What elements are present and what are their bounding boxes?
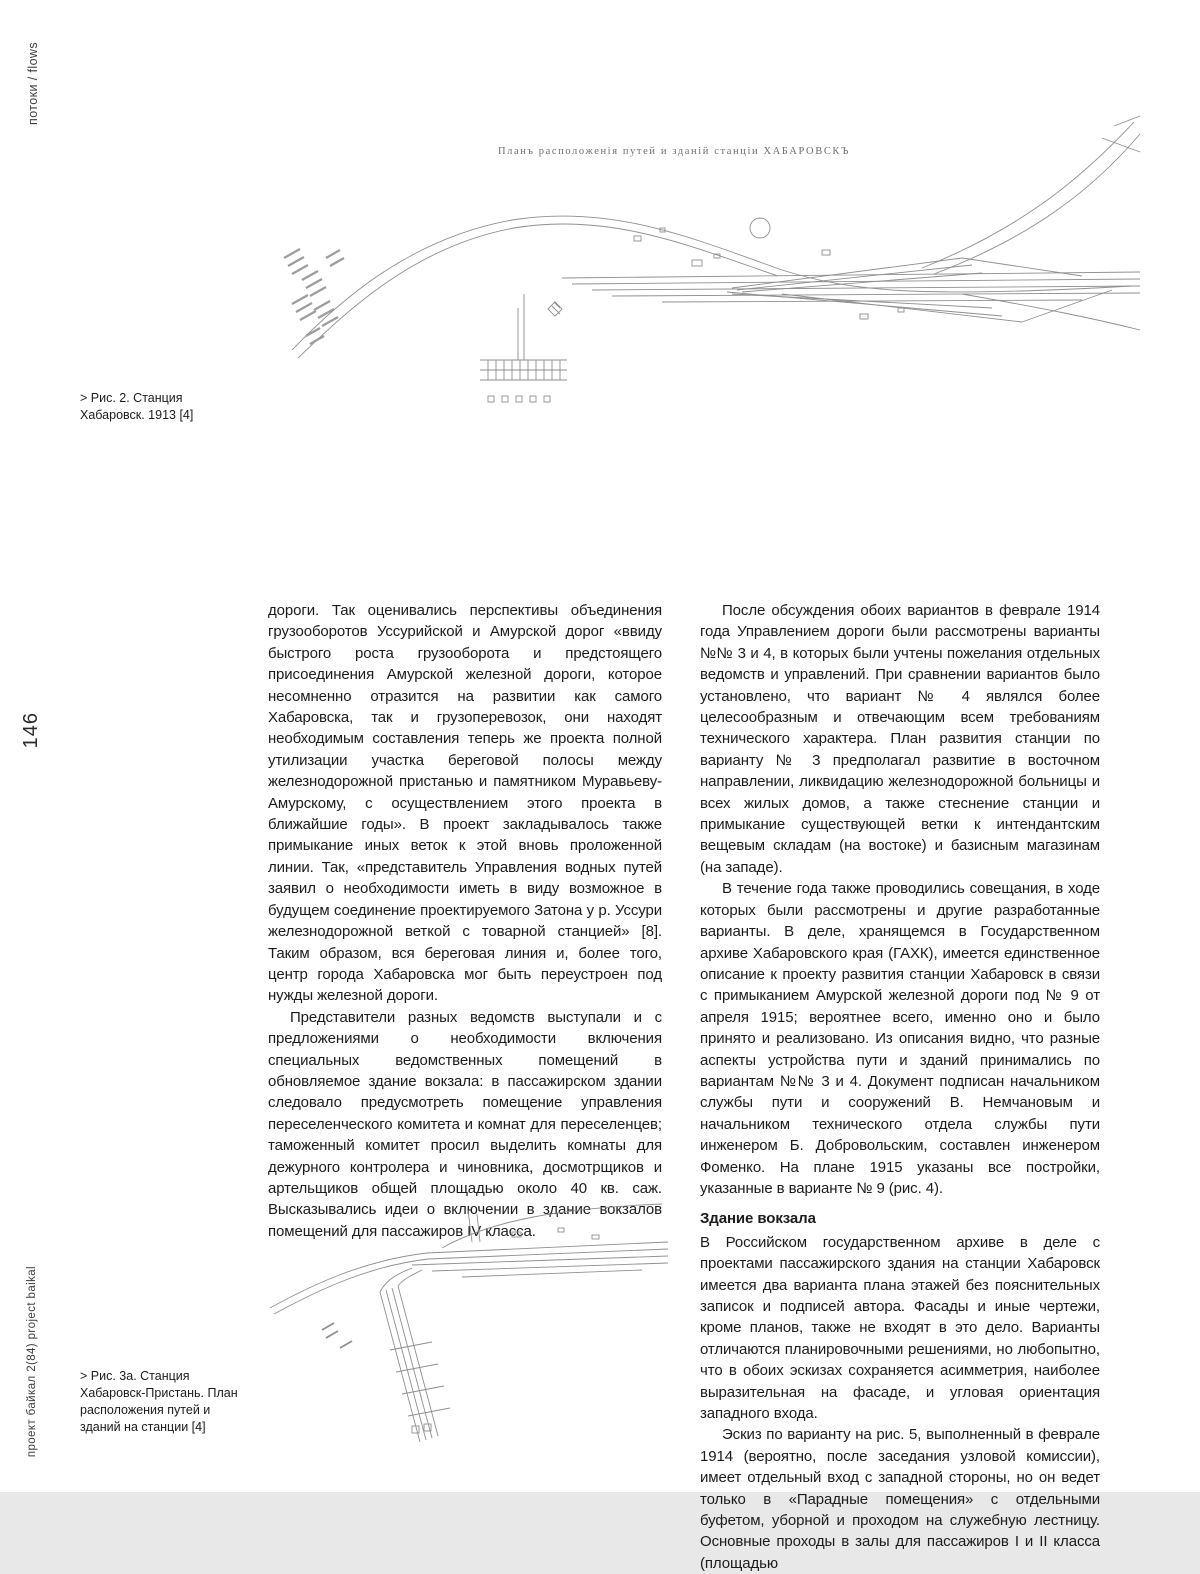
journal-footer-vertical: проект байкал 2(84) project baikal	[26, 1266, 38, 1458]
section-heading: Здание вокзала	[700, 1210, 816, 1228]
city-blocks-hatching	[284, 249, 344, 344]
body-column-left	[268, 600, 662, 1242]
body-paragraph: Эскиз по варианту на рис. 5, выполненный в феврале 1914 (вероятно, после заседания узловой комиссии), имеет отдельный вход с западной стороны, но он ведет только в «Парадные помещения» с отдельными буфетом, уборной и проходом на служебную лестницу. Основные проходы в залы для пассажиров I и II класса (площадью	[700, 1426, 1100, 1572]
station-plan-1913-svg	[262, 108, 1142, 420]
body-paragraph: В Российском государственном архиве в деле с проектами пассажирского здания на станции Хабаровск имеется два варианта плана этажей без пояснительных записок и подписей автора. Фасады и иные чертежи, кроме планов, также не входят в это дело. Варианты отличаются планировочными решениями, но любопытно, что в обоих эскизах сохраняется асимметрия, наиболее выразительная на фасаде, и угловая ориентация западного входа.	[700, 1233, 1100, 1423]
plan-drawing-title: Планъ расположенія путей и зданій станціи ХАБАРОВСКЪ	[498, 146, 851, 157]
page-number: 146	[20, 712, 42, 749]
figure-3a-caption: > Рис. 3а. Станция Хабаровск-Пристань. План расположения путей и зданий на станции [4]	[80, 1369, 238, 1434]
body-paragraph: дороги. Так оценивались перспективы объединения грузооборотов Уссурийской и Амурской дорог «ввиду быстрого роста грузооборота и предстоящего присоединения Амурской железной дороги, которое несомненно отразится на развитии как самого Хабаровска, так и грузоперевозок, они находят необходимым составления теперь же проекта полной утилизации участка береговой полосы между железнодорожной пристанью и памятником Муравьеву-Амурскому, с осуществлением этого проекта в ближайшие годы». В проект закладывалось также примыкание иных веток к этой вновь проложенной линии. Так, «представитель Управления водных путей заявил о необходимости иметь в виду возможное в будущем соединение проектируемого Затона у р. Уссури железнодорожной веткой с товарной станцией» [8]. Таким образом, вся береговая линия и, более того, центр города Хабаровска мог быть переустроен под нужды железной дороги.	[268, 602, 662, 1005]
station-plan-pristan-svg	[262, 1180, 674, 1458]
running-head-vertical: потоки / flows	[26, 42, 40, 125]
body-paragraph: Представители разных ведомств выступали и с предложениями о необходимости включения специальных ведомственных помещений в обновляемое здание вокзала: в пассажирском здании следовало предусмотреть помещение управления переселенческого комитета и комнат для переселенцев; таможенный комитет просил выделить комнаты для дежурного контролера и чиновника, досмотрщиков и артельщиков общей площадью около 40 кв. саж. Высказывались идеи о включении в здание вокзалов помещений для пассажиров IV класса.	[268, 1008, 662, 1240]
figure-2-station-plan-drawing	[262, 108, 1142, 420]
figure-3a-station-plan-drawing	[262, 1180, 674, 1458]
body-paragraph: После обсуждения обоих вариантов в феврале 1914 года Управлением дороги были рассмотрены варианты №№ 3 и 4, в которых были учтены пожелания отдельных ведомств и управлений. При сравнении вариантов было установлено, что вариант № 4 являлся более целесообразным и отвечающим всем требованиям технического характера. План развития станции по варианту № 3 предполагал развитие в восточном направлении, ликвидацию железнодорожной больницы и всех жилых домов, а также стеснение станции и примыкание существующей ветки к интендантским вещевым складам (на востоке) и базисным магазинам (на западе).	[700, 602, 1100, 876]
figure-2-caption: > Рис. 2. Станция Хабаровск. 1913 [4]	[80, 391, 194, 422]
body-column-right	[700, 600, 1100, 1574]
body-paragraph: В течение года также проводились совещания, в ходе которых были рассмотрены и другие разработанные варианты. В деле, хранящемся в Государственном архиве Хабаровского края (ГАХК), имеется единственное описание к проекту развития станции Хабаровск в связи с примыканием Амурской железной дороги под № 9 от апреля 1915; вероятнее всего, именно оно и было принято и реализовано. Из описания видно, что разные аспекты устройства пути и зданий принимались по вариантам №№ 3 и 4. Документ подписан начальником службы пути и сооружений В. Немчановым и начальником технического отдела службы пути инженером Б. Добровольским, составлен инженером Фоменко. На плане 1915 указаны все постройки, указанные в варианте № 9 (рис. 4).	[700, 880, 1100, 1197]
